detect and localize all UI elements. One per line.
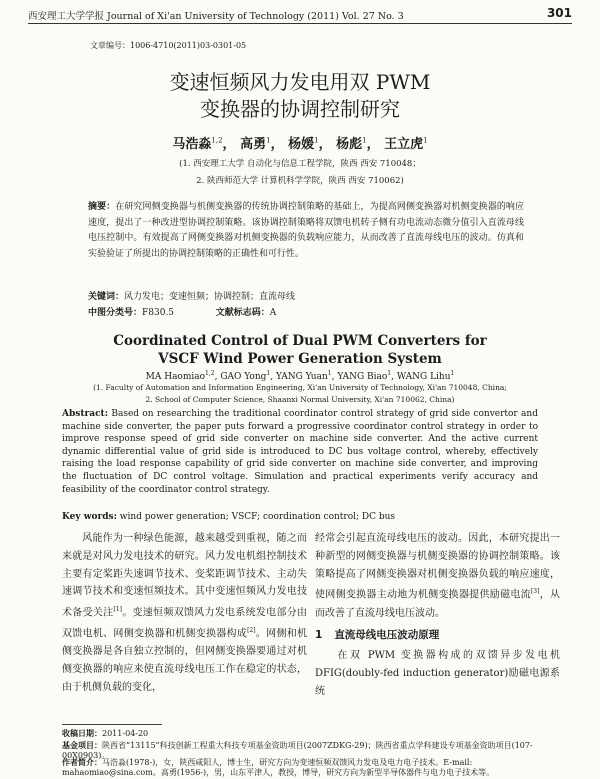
body-text: 风能作为一种绿色能源，越来越受到重视，随之而来就是对风力发电技术的研究。风力发电机组控制技术主要有定桨距失速调节技术、变桨距调节技术、主动失速调节技术和变速恒频技术。其中变速恒频风力发电技术备受关注	[62, 533, 307, 619]
citation: [1]	[113, 606, 122, 614]
affiliation-en-2: 2. School of Computer Science, Shaanxi Normal University, Xi'an 710062, China)	[145, 395, 455, 404]
body-column-right	[315, 530, 560, 622]
author-sup: 1,2	[205, 370, 215, 377]
footnote-label: 收稿日期：	[62, 729, 102, 738]
body-text: 。变速恒频双馈风力发电系统发电部分由双馈电机、网侧变换器和机侧变换器构成	[62, 607, 308, 640]
author-en: YANG Yuan	[275, 372, 328, 382]
affiliation-en-1: (1. Faculty of Automation and Information Engineering, Xi'an University of Technology, Xi'an 710048, China;	[93, 383, 507, 392]
page-number: 301	[546, 6, 572, 20]
affiliation-cn-2: 2. 陕西师范大学 计算机科学学院，陕西 西安 710062)	[196, 176, 404, 186]
author-en: MA Haomiao	[145, 372, 206, 382]
title-cn-line-2: 变换器的协调控制研究	[200, 97, 400, 121]
section-title: 直流母线电压波动原理	[334, 629, 440, 641]
authors-en: MA Haomiao$^{1,2}$, GAO Yong$^1$, YANG Yuan$^1$, YANG Biao$^1$, WANG Lihu$^1$	[145, 370, 455, 382]
section-body	[315, 647, 560, 700]
author-cn: 马浩淼	[172, 137, 212, 152]
author-cn: 杨彪	[336, 137, 363, 152]
footnote-author-bio	[62, 758, 558, 778]
section-number: 1	[315, 629, 323, 641]
body-text: 。网侧和机侧变换器是各自独立控制的，但网侧变换器要通过对机侧变换器的响应来使直流母线电压工作在稳定的状态，由于机侧负载的变化，	[62, 628, 308, 694]
author-sup: 1	[266, 370, 271, 377]
body-text: 经常会引起直流母线电压的波动。因此，本研究提出一种新型的网侧变换器与机侧变换器的协调控制策略。该策略提高了网侧变换器对机侧变换器负载的响应速度，使网侧变换器主动地为机侧变换器提供励磁电流	[315, 533, 560, 601]
author-sup: 1	[450, 370, 455, 377]
title-cn-line-1: 变速恒频风力发电用双 PWM	[169, 70, 431, 94]
footnote-label: 作者简介：	[62, 758, 102, 767]
footnote-text: 2011-04-20	[102, 729, 149, 738]
body-column-left	[62, 530, 307, 697]
citation: [2]	[247, 627, 256, 635]
title-en-line-1: Coordinated Control of Dual PWM Converters for	[113, 333, 487, 349]
body-text: ，从而改善了直流母线电压波动。	[315, 589, 561, 619]
title-en-line-2: VSCF Wind Power Generation System	[158, 351, 442, 367]
author-sup: 1	[423, 136, 428, 145]
authors-cn: 马浩淼$^{1,2}$， 高勇$^1$， 杨媛$^1$， 杨彪$^1$， 王立虎$^1$	[172, 136, 428, 152]
section-heading	[315, 627, 439, 642]
author-en: GAO Yong	[220, 372, 267, 382]
author-cn: 高勇	[240, 137, 267, 152]
author-sup: 1	[362, 136, 367, 145]
body-text: 在双 PWM 变换器构成的双馈异步发电机 DFIG(doubly-fed induction generator)励磁电源系统	[315, 650, 560, 697]
author-sup: 1	[266, 136, 271, 145]
clc-value: F830.5	[142, 308, 175, 318]
abstract-en-label: Abstract:	[62, 409, 109, 419]
abstract-cn-label: 摘要：	[88, 202, 116, 212]
affiliation-cn-1: (1. 西安理工大学 自动化与信息工程学院，陕西 西安 710048；	[179, 159, 421, 169]
author-sup: 1	[327, 370, 332, 377]
author-sup: 1	[314, 136, 319, 145]
footnote-rule	[62, 724, 162, 725]
author-cn: 杨媛	[288, 137, 315, 152]
footnote-text: 陕西省“13115”科技创新工程重大科技专项基金资助项目(2007ZDKG-29)；陕西省重点学科建设专项基金资助项目(107-00X0903)。	[62, 741, 533, 760]
classification	[88, 305, 276, 318]
keywords-en-text: wind power generation; VSCF; coordination control; DC bus	[119, 512, 396, 522]
abstract-cn	[88, 200, 524, 262]
clc-label: 中图分类号：	[88, 308, 143, 318]
author-en: YANG Biao	[337, 372, 388, 382]
author-cn: 王立虎	[384, 137, 424, 152]
abstract-cn-text: 在研究网侧变换器与机侧变换器的传统协调控制策略的基础上，为提高网侧变换器对机侧变换器的响应速度，提出了一种改进型协调控制策略。该协调控制策略将双馈电机转子侧有功电流动态微分值引入直流母线电压控制中。有效提高了网侧变换器对机侧变换器的负载响应能力，从而改善了直流母线电压的波动。仿真和实验验证了所提出的协调控制策略的正确性和可行性。	[88, 202, 524, 259]
abstract-en-text: Based on researching the traditional coordinator control strategy of grid side convertor and machine side converter, the paper puts forward a progressive coordinator control strategy in order to improve response speed of grid side converter on machine side converter. And the active current dynamic differential value of grid side is introduced to DC bus voltage control, whereby, effectively raising the load response capability of grid side converter on machine side converter, and improving the fluctuation of DC control voltage. Simulation and practical experiments verify accuracy and feasibility of the coordinator control strategy.	[62, 409, 538, 495]
keywords-cn	[88, 289, 295, 302]
keywords-en	[62, 512, 395, 522]
footnote-received	[62, 729, 558, 739]
footnote-label: 基金项目：	[62, 741, 102, 750]
keywords-cn-text: 风力发电；变速恒频；协调控制；直流母线	[124, 292, 296, 302]
citation: [3]	[530, 588, 540, 596]
journal-header: 西安理工大学学报 Journal of Xi'an University of Technology (2011) Vol. 27 No. 3	[28, 11, 404, 22]
keywords-en-label: Key words:	[62, 512, 117, 522]
article-number: 文章编号：1006-4710(2011)03-0301-05	[90, 41, 247, 50]
doc-code-value: A	[269, 308, 277, 318]
abstract-en	[62, 408, 538, 496]
doc-code-label: 文献标志码：	[215, 308, 270, 318]
author-sup: 1	[387, 370, 392, 377]
footnote-text: 马浩淼(1978-)，女，陕西咸阳人，博士生，研究方向为变速恒频双馈风力发电及电力电子技术。E-mail: mahaomiao@sina.com。高勇(1956-)，男，山东平津人，教授，博导，研究方向为新型半导体器件与电力电子技术等。	[62, 758, 495, 777]
running-header	[28, 7, 572, 24]
author-sup: 1,2	[211, 136, 223, 145]
keywords-cn-label: 关键词：	[88, 292, 125, 302]
author-en: WANG Lihu	[396, 372, 451, 382]
